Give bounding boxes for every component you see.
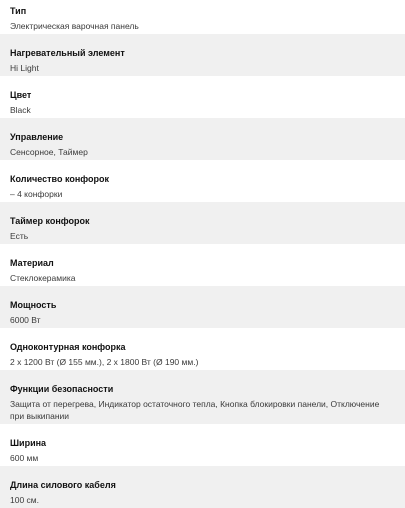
spec-value: Стеклокерамика <box>10 273 76 283</box>
spec-label: Функции безопасности <box>10 384 114 394</box>
spec-label: Одноконтурная конфорка <box>10 342 126 352</box>
spec-value: Есть <box>10 231 29 241</box>
spec-row-heating-element <box>0 34 405 76</box>
spec-label: Цвет <box>10 90 32 100</box>
spec-value: Сенсорное, Таймер <box>10 147 88 157</box>
spec-label: Ширина <box>10 438 47 448</box>
spec-label: Количество конфорок <box>10 174 110 184</box>
spec-row-burner-count <box>0 160 405 202</box>
spec-value: – 4 конфорки <box>10 189 63 199</box>
spec-value: Электрическая варочная панель <box>10 21 139 31</box>
spec-label: Мощность <box>10 300 57 310</box>
spec-label: Нагревательный элемент <box>10 48 125 58</box>
spec-row-burner-timer <box>0 202 405 244</box>
spec-label: Тип <box>10 6 27 16</box>
spec-value: Black <box>10 105 31 115</box>
spec-row-single-circuit-burner <box>0 328 405 370</box>
spec-row-material <box>0 244 405 286</box>
spec-row-power <box>0 286 405 328</box>
spec-row-width <box>0 424 405 466</box>
spec-value: 600 мм <box>10 453 39 463</box>
spec-row-safety-functions <box>0 370 405 424</box>
spec-value: Hi Light <box>10 63 39 73</box>
spec-value: 6000 Вт <box>10 315 41 325</box>
spec-label: Материал <box>10 258 54 268</box>
spec-label: Управление <box>10 132 64 142</box>
spec-label: Длина силового кабеля <box>10 480 116 490</box>
spec-value: 2 x 1200 Вт (Ø 155 мм.), 2 x 1800 Вт (Ø 190 мм.) <box>10 357 199 367</box>
spec-row-type <box>0 0 405 34</box>
spec-row-control <box>0 118 405 160</box>
spec-label: Таймер конфорок <box>10 216 90 226</box>
spec-row-power-cable-length <box>0 466 405 508</box>
spec-value: Защита от перегрева, Индикатор остаточного тепла, Кнопка блокировки панели, Отключение при выкипании <box>10 399 380 421</box>
spec-value: 100 см. <box>10 495 39 505</box>
spec-row-color <box>0 76 405 118</box>
